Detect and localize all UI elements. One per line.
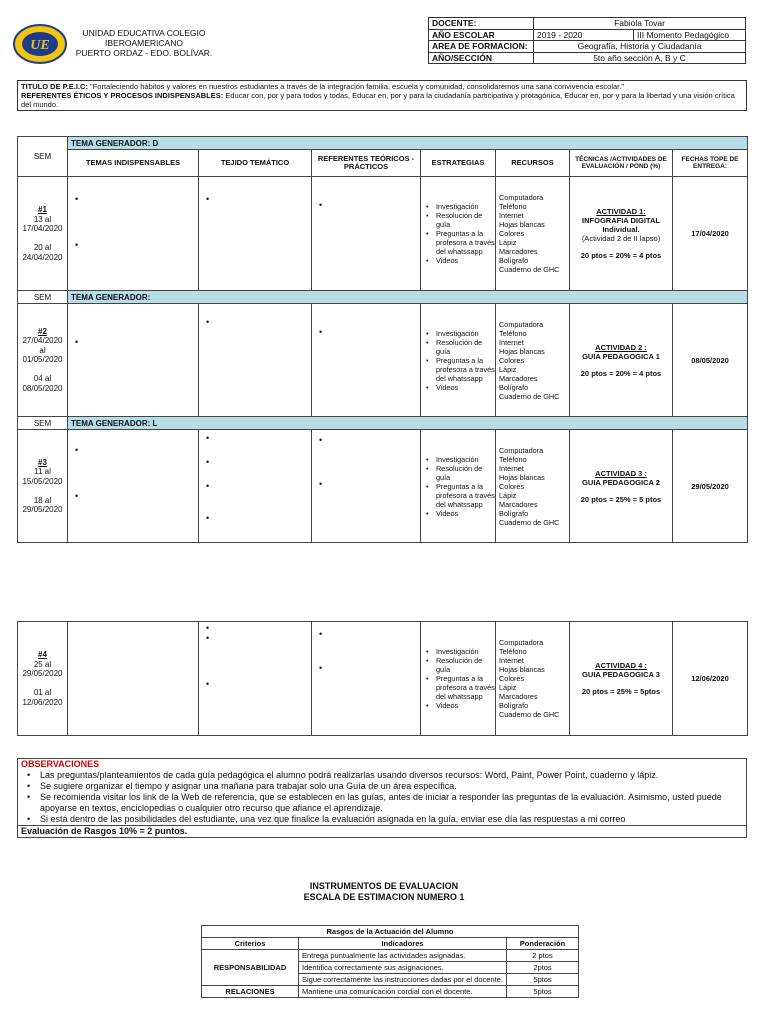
recurso-item: Cuaderno de GHC bbox=[499, 710, 560, 719]
week-4-recursos bbox=[496, 622, 570, 736]
recurso-item: Bolígrafo bbox=[499, 382, 529, 392]
week-3-estrategias bbox=[421, 430, 496, 543]
week-3-date: 18 al bbox=[33, 495, 52, 505]
bullet-icon: • bbox=[206, 633, 210, 643]
week-row-1 bbox=[18, 177, 748, 291]
recurso-item: Computadora bbox=[499, 193, 544, 202]
week-1-date: 17/04/2020 bbox=[22, 224, 63, 233]
instrumentos-subtitle: ESCALA DE ESTIMACION NUMERO 1 bbox=[303, 892, 465, 902]
recurso-item: Hojas blancas bbox=[499, 346, 545, 356]
sem-header: SEM bbox=[18, 137, 68, 177]
activity-title: ACTIVIDAD 2 : bbox=[595, 342, 647, 352]
estrategia-item: • Resolución de guía bbox=[424, 656, 495, 674]
bullet-icon: • bbox=[75, 445, 79, 455]
week-3-recursos bbox=[496, 430, 570, 543]
recurso-item: Teléfono bbox=[499, 328, 527, 338]
svg-text:UE: UE bbox=[30, 38, 50, 53]
week-1-sem bbox=[18, 177, 68, 291]
estrategia-item: • Preguntas a la profesora a través del whatssapp bbox=[424, 356, 495, 383]
activity-subtitle: GUIA PEDAGOGICA 2 bbox=[582, 477, 660, 487]
week-1-date: 20 al bbox=[33, 243, 52, 252]
recurso-item: Lápiz bbox=[499, 490, 517, 500]
bullet-icon: • bbox=[206, 457, 210, 467]
recurso-item: Colores bbox=[499, 481, 525, 491]
activity-points: 20 ptos = 25% = 5ptos bbox=[581, 687, 661, 696]
recurso-item: Teléfono bbox=[499, 454, 527, 464]
info-table bbox=[428, 17, 746, 64]
recurso-item: Hojas blancas bbox=[499, 472, 545, 482]
week-3-sem bbox=[18, 430, 68, 543]
observacion-item: • Las preguntas/planteamientos de cada guía pedagógica el alumno podrá realizarlas usando diversos recursos: Word, Paint, Power Point, cuaderno y lápiz. bbox=[18, 770, 746, 781]
activity-points: 20 ptos = 25% = 5 ptos bbox=[580, 494, 662, 504]
recurso-item: Internet bbox=[499, 337, 524, 347]
recurso-item: Colores bbox=[499, 674, 525, 683]
indicador: Identifica correctamente sus asignaciones. bbox=[299, 962, 507, 974]
peic-ref-label: REFERENTES ÉTICOS Y PROCESOS INDISPENSABLES: bbox=[21, 91, 224, 100]
recurso-item: Hojas blancas bbox=[499, 665, 545, 674]
observacion-item: • Si está dentro de las posibilidades del estudiante, una vez que finalice la evaluación asignada en la guía, enviar ese día las respuestas a mi correo bbox=[18, 814, 746, 825]
activity-points: 20 ptos = 20% = 4 ptos bbox=[580, 368, 662, 378]
bullet-icon: • bbox=[206, 623, 210, 633]
week-1-date: 13 al bbox=[33, 214, 52, 224]
week-4-fecha: 12/06/2020 bbox=[673, 622, 748, 736]
school-line-3: PUERTO ORDAZ - EDO. BOLÍVAR. bbox=[75, 48, 213, 58]
escala-col-indicadores: Indicadores bbox=[299, 938, 507, 950]
recurso-item: Computadora bbox=[499, 638, 544, 647]
week-4-estrategias bbox=[421, 622, 496, 736]
week-2-date: al bbox=[39, 345, 46, 355]
bullet-icon: • bbox=[206, 194, 210, 204]
week-1-actividad bbox=[570, 177, 673, 291]
estrategia-item: • Investigación bbox=[424, 202, 495, 211]
recurso-item: Cuaderno de GHC bbox=[499, 265, 560, 274]
bullet-icon: • bbox=[319, 435, 323, 445]
week-2-estrategias bbox=[421, 304, 496, 417]
week-3-date: 29/05/2020 bbox=[22, 505, 63, 514]
activity-subtitle: INFOGRAFIA DIGITAL Individual. bbox=[582, 216, 660, 234]
week-4-date: 29/05/2020 bbox=[22, 669, 63, 678]
recurso-item: Bolígrafo bbox=[499, 256, 529, 265]
ponderacion: 5ptos bbox=[507, 974, 579, 986]
week-2-sem bbox=[18, 304, 68, 417]
recurso-item: Cuaderno de GHC bbox=[499, 517, 560, 527]
estrategia-item: • Videos bbox=[424, 701, 495, 710]
week-2-date: 01/05/2020 bbox=[22, 355, 63, 365]
observacion-item: • Se recomienda visitar los link de la Web de referencia, que se establecen en las guías, antes de iniciar a responder las preguntas de la evaluación. Asimismo, usted puede apoyarse en textos, enciclopedias o cualquier otro recurso que afiance el aprendizaje. bbox=[18, 792, 746, 814]
recurso-item: Computadora bbox=[499, 319, 544, 329]
peic-ref-text: Educar con, por y para todos y todas, Educar en, por y para la ciudadanía participativa y protagónica, Educar en, por y para la libertad y una visión crítica del mundo. bbox=[21, 91, 735, 109]
week-row-3 bbox=[18, 430, 748, 543]
instrumentos-heading bbox=[0, 881, 768, 903]
evaluacion-rasgos: Evaluación de Rasgos 10% = 2 puntos. bbox=[18, 825, 746, 837]
recurso-item: Bolígrafo bbox=[499, 508, 529, 518]
recurso-item: Computadora bbox=[499, 445, 544, 455]
ano-value: 2019 - 2020 bbox=[534, 29, 634, 41]
criterio-responsabilidad: RESPONSABILIDAD bbox=[202, 950, 299, 986]
bullet-icon: • bbox=[75, 194, 79, 204]
escala-col-ponderacion: Ponderación bbox=[507, 938, 579, 950]
recurso-item: Bolígrafo bbox=[499, 701, 529, 710]
bullet-icon: • bbox=[75, 337, 79, 347]
col-estrategias: ESTRATEGIAS bbox=[421, 150, 496, 177]
week-2-num: #2 bbox=[38, 326, 47, 336]
recurso-item: Colores bbox=[499, 355, 525, 365]
indicador: Entrega puntualmente las actividades asignadas. bbox=[299, 950, 507, 962]
estrategia-item: • Resolución de guía bbox=[424, 338, 495, 356]
week-4-actividad bbox=[570, 622, 673, 736]
recurso-item: Marcadores bbox=[499, 373, 538, 383]
bullet-icon: • bbox=[319, 327, 323, 337]
col-referentes: REFERENTES TEÓRICOS - PRÁCTICOS bbox=[312, 150, 421, 177]
week-2-date: 04 al bbox=[33, 374, 52, 384]
estrategia-item: • Resolución de guía bbox=[424, 464, 495, 482]
activity-subtitle: GUIA PEDAGOGICA 1 bbox=[582, 351, 660, 361]
estrategia-item: • Investigación bbox=[424, 329, 495, 338]
tema-generador-2: TEMA GENERADOR: bbox=[68, 291, 748, 304]
estrategia-item: • Investigación bbox=[424, 455, 495, 464]
col-tecnicas: TÉCNICAS /ACTIVIDADES DE EVALUACIÓN / POND (%) bbox=[570, 150, 673, 177]
recurso-item: Lápiz bbox=[499, 238, 517, 247]
recurso-item: Internet bbox=[499, 463, 524, 473]
ano-label: AÑO ESCOLAR bbox=[429, 29, 534, 41]
recurso-item: Marcadores bbox=[499, 692, 538, 701]
week-row-4 bbox=[18, 622, 748, 736]
plan-table bbox=[17, 136, 748, 543]
observaciones-box bbox=[17, 758, 747, 838]
bullet-icon: • bbox=[206, 433, 210, 443]
week-3-date: 15/05/2020 bbox=[22, 476, 63, 486]
col-recursos: RECURSOS bbox=[496, 150, 570, 177]
week-1-fecha: 17/04/2020 bbox=[673, 177, 748, 291]
col-temas: TEMAS INDISPENSABLES bbox=[68, 150, 199, 177]
school-logo bbox=[12, 24, 68, 64]
col-tejido: TEJIDO TEMÁTICO bbox=[199, 150, 312, 177]
week-3-actividad bbox=[570, 430, 673, 543]
week-1-estrategias bbox=[421, 177, 496, 291]
recurso-item: Teléfono bbox=[499, 202, 527, 211]
recurso-item: Marcadores bbox=[499, 499, 538, 509]
week-4-num: #4 bbox=[38, 650, 47, 659]
recurso-item: Internet bbox=[499, 656, 524, 665]
recurso-item: Lápiz bbox=[499, 364, 517, 374]
school-line-1: UNIDAD EDUCATIVA COLEGIO bbox=[82, 28, 206, 38]
recurso-item: Marcadores bbox=[499, 247, 538, 256]
ponderacion: 2ptos bbox=[507, 962, 579, 974]
bullet-icon: • bbox=[206, 679, 210, 689]
docente-label: DOCENTE: bbox=[429, 18, 534, 30]
estrategia-item: • Preguntas a la profesora a través del whatssapp bbox=[424, 674, 495, 701]
bullet-icon: • bbox=[319, 663, 323, 673]
indicador: Mantiene una comunicación cordial con el docente. bbox=[299, 986, 507, 998]
bullet-icon: • bbox=[319, 479, 323, 489]
sem-header: SEM bbox=[18, 291, 68, 304]
bullet-icon: • bbox=[206, 513, 210, 523]
activity-title: ACTIVIDAD 3 : bbox=[595, 468, 647, 478]
week-3-num: #3 bbox=[38, 457, 47, 467]
week-4-sem bbox=[18, 622, 68, 736]
week-2-date: 08/05/2020 bbox=[22, 383, 63, 393]
activity-subtitle: GUIA PEDAGOGICA 3 bbox=[582, 670, 660, 679]
week-4-date: 25 al bbox=[33, 659, 52, 669]
week-3-date: 11 al bbox=[34, 467, 51, 476]
week-3-fecha: 29/05/2020 bbox=[673, 430, 748, 543]
recurso-item: Colores bbox=[499, 229, 525, 238]
tema-generador-3: TEMA GENERADOR: L bbox=[68, 417, 748, 430]
activity-title: ACTIVIDAD 4 : bbox=[595, 661, 647, 670]
week-2-date: 27/04/2020 bbox=[22, 336, 63, 346]
peic-title-label: TITULO DE P.E.I.C: bbox=[21, 82, 88, 91]
ponderacion: 2 ptos bbox=[507, 950, 579, 962]
week-2-fecha: 08/05/2020 bbox=[673, 304, 748, 417]
observaciones-title: OBSERVACIONES bbox=[21, 759, 100, 769]
estrategia-item: • Preguntas a la profesora a través del whatssapp bbox=[424, 482, 495, 509]
bullet-icon: • bbox=[206, 481, 210, 491]
seccion-label: AÑO/SECCIÓN bbox=[429, 52, 534, 64]
docente-value: Fabiola Tovar bbox=[534, 18, 746, 30]
activity-points: 20 ptos = 20% = 4 ptos bbox=[580, 251, 662, 260]
sem-header: SEM bbox=[18, 417, 68, 430]
bullet-icon: • bbox=[75, 240, 79, 250]
week-1-date: 24/04/2020 bbox=[22, 252, 63, 262]
estrategia-item: • Videos bbox=[424, 509, 495, 518]
col-fechas: FECHAS TOPE DE ENTREGA: bbox=[673, 150, 748, 177]
recurso-item: Cuaderno de GHC bbox=[499, 391, 560, 401]
criterio-relaciones: RELACIONES bbox=[202, 986, 299, 998]
area-label: AREA DE FORMACION: bbox=[429, 41, 534, 53]
indicador: Sigue correctamente las instrucciones dadas por el docente. bbox=[299, 974, 507, 986]
week-1-num: #1 bbox=[38, 205, 47, 214]
week-row-2 bbox=[18, 304, 748, 417]
instrumentos-title: INSTRUMENTOS DE EVALUACION bbox=[309, 881, 459, 891]
recurso-item: Lápiz bbox=[499, 683, 517, 692]
week-1-recursos bbox=[496, 177, 570, 291]
week-2-actividad bbox=[570, 304, 673, 417]
estrategia-item: • Resolución de guía bbox=[424, 211, 495, 229]
recurso-item: Teléfono bbox=[499, 647, 527, 656]
activity-note: (Actividad 2 de II lapso) bbox=[581, 234, 661, 243]
estrategia-item: • Preguntas a la profesora a través del whatssapp bbox=[424, 229, 495, 256]
bullet-icon: • bbox=[206, 317, 210, 327]
estrategia-item: • Investigación bbox=[424, 647, 495, 656]
escala-title: Rasgos de la Actuación del Alumno bbox=[202, 926, 579, 938]
bullet-icon: • bbox=[319, 200, 323, 210]
tema-generador-1: TEMA GENERADOR: D bbox=[68, 137, 748, 150]
week-2-recursos bbox=[496, 304, 570, 417]
area-value: Geografía, Historia y Ciudadanía bbox=[534, 41, 746, 53]
bullet-icon: • bbox=[75, 491, 79, 501]
observacion-item: • Se sugiere organizar el tiempo y asignar una mañana para trabajar solo una Guía de un área específica. bbox=[18, 781, 746, 792]
momento-value: III Momento Pedagógico bbox=[634, 29, 746, 41]
recurso-item: Hojas blancas bbox=[499, 220, 545, 229]
bullet-icon: • bbox=[319, 629, 323, 639]
ponderacion: 5ptos bbox=[507, 986, 579, 998]
school-name bbox=[74, 28, 214, 58]
estrategia-item: • Videos bbox=[424, 256, 495, 265]
plan-table-2 bbox=[17, 621, 748, 736]
week-4-date: 12/06/2020 bbox=[22, 697, 63, 707]
school-line-2: IBEROAMERICANO bbox=[105, 38, 183, 48]
peic-box bbox=[17, 80, 747, 111]
seccion-value: 5to año sección A, B y C bbox=[534, 52, 746, 64]
escala-col-criterios: Criterios bbox=[202, 938, 299, 950]
week-4-date: 01 al bbox=[33, 688, 52, 697]
estrategia-item: • Videos bbox=[424, 383, 495, 392]
activity-title: ACTIVIDAD 1: bbox=[596, 207, 646, 216]
recurso-item: Internet bbox=[499, 211, 524, 220]
escala-table bbox=[201, 925, 579, 998]
peic-title-text: "Fortaleciendo hábitos y valores en nuestros estudiantes a través de la integración familia, escuela y comunidad, consolidaremos una sana convivencia escolar." bbox=[87, 82, 624, 91]
